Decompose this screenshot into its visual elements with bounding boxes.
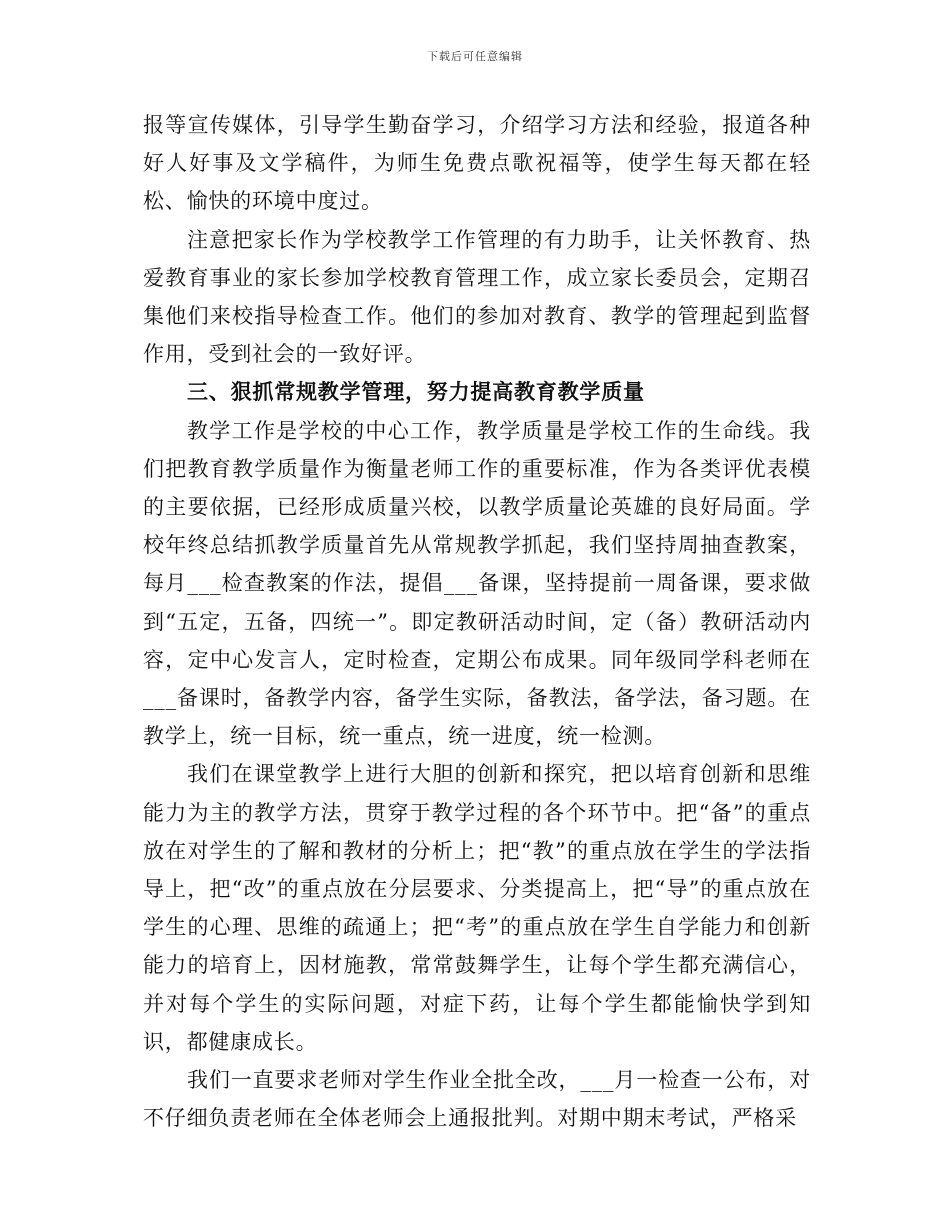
body-content — [143, 106, 811, 1137]
header-note: 下载后可任意编辑 — [427, 50, 523, 63]
paragraph-parents: 注意把家长作为学校教学工作管理的有力助手，让关怀教育、热爱教育事业的家长参加学校教育管理工作，成立家长委员会，定期召集他们来校指导检查工作。他们的参加对教育、教学的管理起到监督作用，受到社会的一致好评。 — [143, 227, 811, 367]
paragraph-classroom-innovation: 我们在课堂教学上进行大胆的创新和探究，把以培育创新和思维能力为主的教学方法，贯穿于教学过程的各个环节中。把“备”的重点放在对学生的了解和教材的分析上；把“教”的重点放在学生的学法指导上，把“改”的重点放在分层要求、分类提高上，把“导”的重点放在学生的心理、思维的疏通上；把“考”的重点放在学生自学能力和创新能力的培育上，因材施教，常常鼓舞学生，让每个学生都充满信心，并对每个学生的实际问题，对症下药，让每个学生都能愉快学到知识，都健康成长。 — [143, 762, 811, 1054]
paragraph-continuation: 报等宣传媒体，引导学生勤奋学习，介绍学习方法和经验，报道各种好人好事及文学稿件，为师生免费点歌祝福等，使学生每天都在轻松、愉快的环境中度过。 — [143, 113, 811, 214]
section-heading: 三、狠抓常规教学管理，努力提高教育教学质量 — [187, 379, 645, 405]
paragraph-teaching-quality: 教学工作是学校的中心工作，教学质量是学校工作的生命线。我们把教育教学质量作为衡量老师工作的重要标准，作为各类评优表模的主要依据，已经形成质量兴校，以教学质量论英雄的良好局面。学校年终总结抓教学质量首先从常规教学抓起，我们坚持周抽查教案，每月___检查教案的作法，提倡___备课，坚持提前一周备课，要求做到“五定，五备，四统一”。即定教研活动时间，定（备）教研活动内容，定中心发言人，定时检查，定期公布成果。同年级同学科老师在___备课时，备教学内容，备学生实际，备教法，备学法，备习题。在教学上，统一目标，统一重点，统一进度，统一检测。 — [143, 418, 811, 749]
paragraph-homework: 我们一直要求老师对学生作业全批全改，___月一检查一公布，对不仔细负责老师在全体老师会上通报批判。对期中期末考试，严格采 — [143, 1068, 811, 1131]
